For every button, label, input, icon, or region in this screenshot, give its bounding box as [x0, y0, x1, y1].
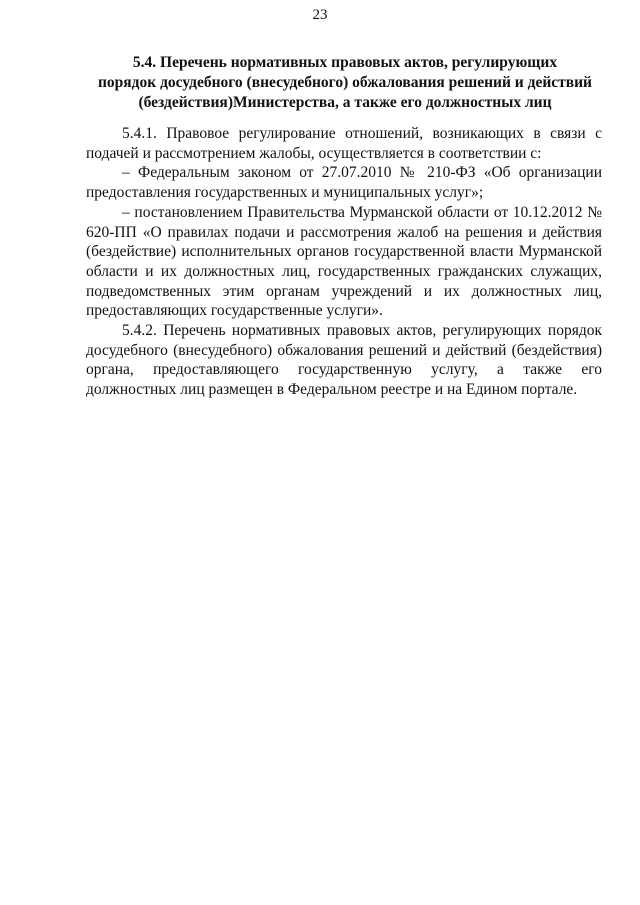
paragraph-5-4-1: 5.4.1. Правовое регулирование отношений, возникающих в связи с подачей и рассмотрением жалобы, осуществляется в соответствии с:	[86, 125, 602, 162]
section-title	[86, 53, 604, 113]
section-title-line-1: 5.4. Перечень нормативных правовых актов, регулирующих	[132, 54, 558, 71]
page-number: 23	[312, 7, 328, 23]
body-text	[86, 124, 602, 400]
paragraph-5-4-2: 5.4.2. Перечень нормативных правовых актов, регулирующих порядок досудебного (внесудебного) обжалования решений и действий (бездействия) органа, предоставляющего государственную услугу, а также его должностных лиц размещен в Федеральном реестре и на Едином портале.	[86, 322, 602, 399]
section-title-line-3: (бездействия)Министерства, а также его должностных лиц	[138, 94, 552, 111]
paragraph-regional-resolution: – постановлением Правительства Мурманской области от 10.12.2012 № 620-ПП «О правилах подачи и рассмотрения жалоб на решения и действия (бездействие) исполнительных органов государственной власти Мурманской области и их должностных лиц, государственных гражданских служащих, подведомственных этим органам учреждений и их должностных лиц, предоставляющих государственные услуги».	[86, 203, 602, 320]
paragraph-federal-law: – Федеральным законом от 27.07.2010 № 210-ФЗ «Об организации предоставления государственных и муниципальных услуг»;	[86, 164, 602, 202]
section-title-line-2: порядок досудебного (внесудебного) обжалования решений и действий	[98, 74, 592, 91]
